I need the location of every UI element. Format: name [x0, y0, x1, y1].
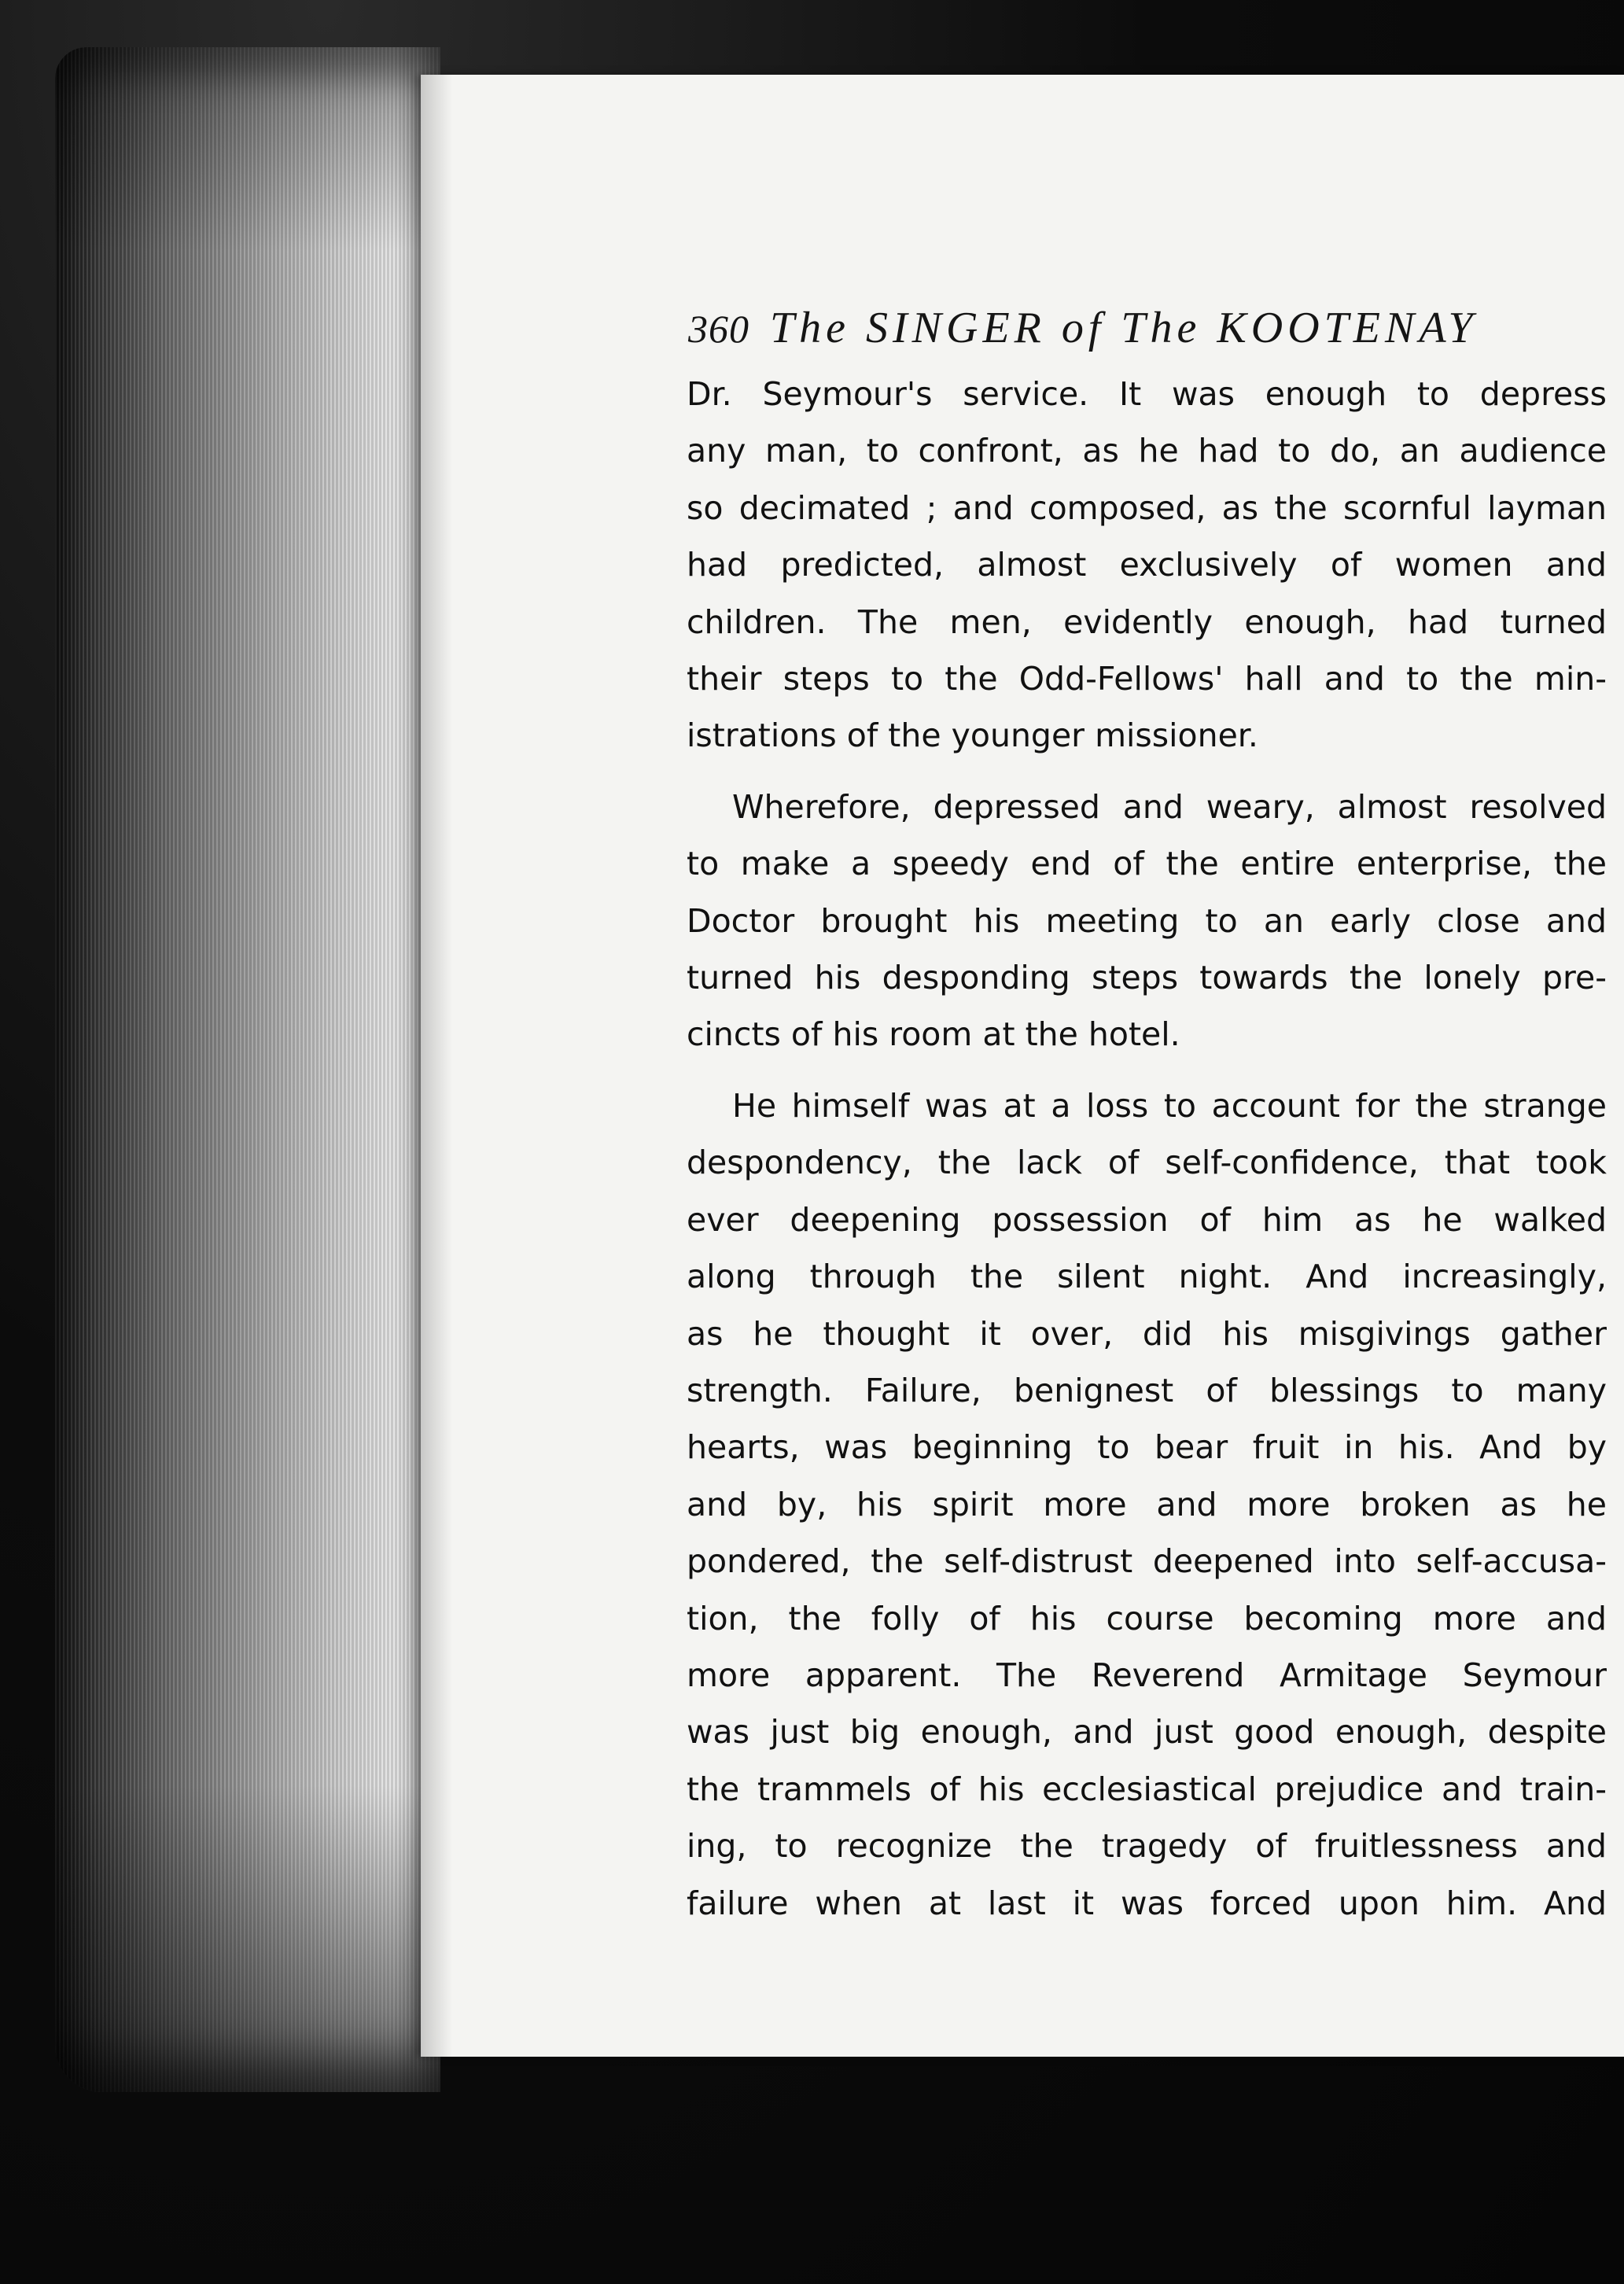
text-line: tion, the folly of his course becoming more and	[687, 1599, 1607, 1637]
text-line: despondency, the lack of self-confidence, that took	[687, 1144, 1607, 1182]
text-line: cincts of his room at the hotel.	[687, 1015, 1180, 1054]
text-line: so decimated ; and composed, as the scornful layman	[687, 488, 1607, 527]
text-line: ever deepening possession of him as he walked	[687, 1200, 1607, 1239]
text-line: their steps to the Odd-Fellows' hall and to the min-	[687, 660, 1607, 698]
text-line: Doctor brought his meeting to an early close and	[687, 901, 1607, 940]
text-line: hearts, was beginning to bear fruit in his. And by	[687, 1428, 1607, 1467]
text-line: ing, to recognize the tragedy of fruitlessness and	[687, 1827, 1607, 1866]
text-line: He himself was at a loss to account for the strange	[732, 1086, 1607, 1125]
book-page-edges	[55, 47, 440, 2092]
paragraph-3	[687, 1078, 1607, 1932]
text-line: turned his desponding steps towards the lonely pre-	[687, 959, 1607, 997]
paragraph-2	[687, 779, 1607, 1063]
text-line: pondered, the self-distrust deepened into self-accusa-	[687, 1542, 1607, 1581]
text-line: failure when at last it was forced upon him. And	[687, 1884, 1607, 1922]
text-line: the trammels of his ecclesiastical prejudice and train-	[687, 1770, 1607, 1808]
body-text	[687, 366, 1607, 1946]
text-line: Dr. Seymour's service. It was enough to depress	[687, 375, 1607, 413]
running-head: The SINGER of The KOOTENAY	[770, 304, 1478, 352]
page-header	[688, 303, 1478, 353]
text-line: any man, to confront, as he had to do, an audience	[687, 432, 1607, 470]
text-line: Wherefore, depressed and weary, almost resolved	[732, 787, 1607, 826]
text-line: had predicted, almost exclusively of women and	[687, 546, 1607, 584]
text-line: istrations of the younger missioner.	[687, 717, 1258, 755]
paragraph-1	[687, 366, 1607, 764]
text-line: was just big enough, and just good enough, despite	[687, 1713, 1607, 1752]
page-number: 360	[688, 307, 749, 351]
text-line: along through the silent night. And increasingly,	[687, 1258, 1607, 1296]
text-line: as he thought it over, did his misgivings gather	[687, 1314, 1607, 1353]
text-line: more apparent. The Reverend Armitage Seymour	[687, 1656, 1607, 1694]
text-line: children. The men, evidently enough, had turned	[687, 602, 1607, 641]
book-page	[421, 75, 1624, 2057]
text-line: and by, his spirit more and more broken as he	[687, 1485, 1607, 1523]
text-line: strength. Failure, benignest of blessings to many	[687, 1371, 1607, 1409]
text-line: to make a speedy end of the entire enterprise, the	[687, 845, 1607, 883]
